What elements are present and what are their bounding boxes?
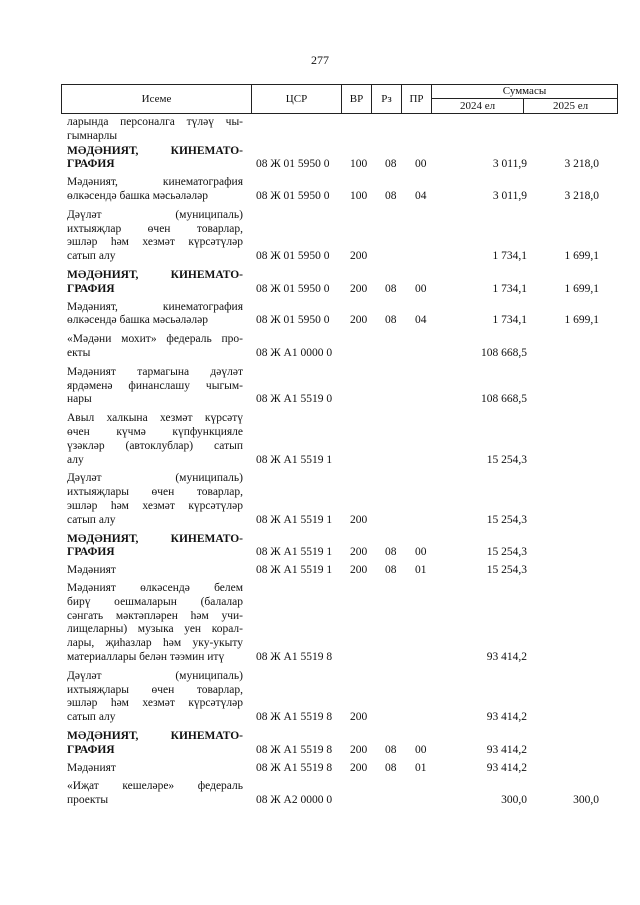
table-row bbox=[0, 762, 640, 776]
table-row bbox=[0, 670, 640, 725]
table-row bbox=[0, 582, 640, 665]
row-name-line: «Иҗат кешеләре» федераль bbox=[67, 780, 243, 793]
row-name-line: Дәүләт (муниципаль) bbox=[67, 208, 243, 221]
row-name-line: ГРАФИЯ bbox=[67, 158, 115, 171]
row-rz: 08 bbox=[385, 743, 397, 756]
row-name bbox=[67, 301, 243, 329]
row-amount-2024: 93 414,2 bbox=[486, 743, 527, 756]
row-pr: 00 bbox=[415, 282, 427, 295]
row-name-line: ГРАФИЯ bbox=[67, 546, 115, 559]
row-name-line: ихтыяҗлары өчен товарлар, bbox=[67, 683, 243, 696]
row-name bbox=[67, 176, 243, 204]
row-amount-2024: 108 668,5 bbox=[481, 393, 527, 406]
row-amount-2024: 93 414,2 bbox=[486, 711, 527, 724]
row-name bbox=[67, 366, 243, 407]
row-name-line: Мәдәният bbox=[67, 761, 116, 774]
row-csr: 08 Ж А1 5519 8 bbox=[256, 743, 333, 756]
row-vr: 200 bbox=[350, 564, 368, 577]
row-csr: 08 Ж 01 5950 0 bbox=[256, 158, 330, 171]
row-csr: 08 Ж А1 5519 8 bbox=[256, 711, 333, 724]
row-pr: 04 bbox=[415, 189, 427, 202]
row-name-line: эшләр һәм хезмәт күрсәтүләр bbox=[67, 697, 243, 710]
row-rz: 08 bbox=[385, 546, 397, 559]
row-name-line: Мәдәният bbox=[67, 564, 116, 577]
row-csr: 08 Ж А1 5519 1 bbox=[256, 453, 333, 466]
row-amount-2025: 1 699,1 bbox=[564, 314, 599, 327]
row-vr: 200 bbox=[350, 761, 368, 774]
table-row bbox=[0, 116, 640, 144]
row-name-line: «Мәдәни мохит» федераль про- bbox=[67, 333, 243, 346]
row-name bbox=[67, 564, 243, 578]
row-pr: 00 bbox=[415, 158, 427, 171]
row-amount-2025: 3 218,0 bbox=[564, 158, 599, 171]
header-pr: ПР bbox=[402, 85, 432, 114]
row-name-line: эшләр һәм хезмәт күрсәтүләр bbox=[67, 236, 243, 249]
row-name-line: сатып алу bbox=[67, 513, 116, 526]
table-row bbox=[0, 333, 640, 361]
row-name-line: МӘДӘНИЯТ, КИНЕМАТО- bbox=[67, 144, 243, 157]
row-name-line: Дәүләт (муниципаль) bbox=[67, 472, 243, 485]
row-name-line: лары, җиһазлар һәм уку-укыту bbox=[67, 637, 243, 650]
row-name-line: эшләр һәм хезмәт күрсәтүләр bbox=[67, 499, 243, 512]
row-amount-2024: 15 254,3 bbox=[486, 546, 527, 559]
row-csr: 08 Ж 01 5950 0 bbox=[256, 189, 330, 202]
row-csr: 08 Ж А1 5519 1 bbox=[256, 513, 333, 526]
row-name-line: ГРАФИЯ bbox=[67, 743, 115, 756]
row-name-line: Дәүләт (муниципаль) bbox=[67, 669, 243, 682]
row-pr: 00 bbox=[415, 743, 427, 756]
row-name-line: Авыл халкына хезмәт күрсәтү bbox=[67, 412, 243, 425]
row-csr: 08 Ж 01 5950 0 bbox=[256, 314, 330, 327]
row-name bbox=[67, 209, 243, 264]
row-csr: 08 Ж А1 5519 0 bbox=[256, 393, 333, 406]
row-pr: 01 bbox=[415, 564, 427, 577]
header-rz: Рз bbox=[372, 85, 402, 114]
row-name bbox=[67, 472, 243, 527]
row-vr: 200 bbox=[350, 711, 368, 724]
table-row bbox=[0, 412, 640, 467]
row-amount-2024: 300,0 bbox=[501, 794, 527, 807]
row-name-line: Мәдәният, кинематография bbox=[67, 300, 243, 313]
row-name-line: Мәдәният, кинематография bbox=[67, 176, 243, 189]
row-pr: 00 bbox=[415, 546, 427, 559]
row-name-line: ларында персоналга түләү чы- bbox=[67, 116, 243, 128]
row-name bbox=[67, 412, 243, 467]
row-amount-2025: 300,0 bbox=[573, 794, 599, 807]
row-name bbox=[67, 670, 243, 725]
row-pr: 01 bbox=[415, 761, 427, 774]
row-amount-2024: 3 011,9 bbox=[492, 158, 527, 171]
row-name-line: МӘДӘНИЯТ, КИНЕМАТО- bbox=[67, 730, 243, 742]
row-name-line: МӘДӘНИЯТ, КИНЕМАТО- bbox=[67, 269, 243, 281]
row-name-line: үзәкләр (автоклублар) сатып bbox=[67, 439, 243, 452]
row-vr: 200 bbox=[350, 513, 368, 526]
row-vr: 100 bbox=[350, 189, 368, 202]
table-row bbox=[0, 176, 640, 204]
row-amount-2024: 93 414,2 bbox=[486, 651, 527, 663]
row-csr: 08 Ж 01 5950 0 bbox=[256, 282, 330, 295]
row-amount-2024: 1 734,1 bbox=[492, 282, 527, 295]
row-name-line: екты bbox=[67, 346, 91, 359]
row-csr: 08 Ж А1 5519 1 bbox=[256, 546, 333, 559]
header-year-2025: 2025 ел bbox=[524, 99, 618, 114]
row-vr: 200 bbox=[350, 743, 368, 756]
row-name-line: өчен күчмә күпфункцияле bbox=[67, 425, 243, 438]
table-row bbox=[0, 730, 640, 758]
table-row bbox=[0, 209, 640, 264]
row-name bbox=[67, 582, 243, 665]
row-vr: 200 bbox=[350, 314, 368, 327]
row-csr: 08 Ж А2 0000 0 bbox=[256, 794, 333, 807]
row-vr: 200 bbox=[350, 546, 368, 559]
row-name-line: материаллары белән тәэмин итү bbox=[67, 650, 225, 663]
table-row bbox=[0, 145, 640, 173]
row-amount-2024: 108 668,5 bbox=[481, 346, 527, 359]
header-csr: ЦСР bbox=[252, 85, 342, 114]
row-vr: 200 bbox=[350, 282, 368, 295]
row-amount-2024: 15 254,3 bbox=[486, 513, 527, 526]
row-rz: 08 bbox=[385, 158, 397, 171]
row-name-line: нары bbox=[67, 393, 92, 406]
row-name bbox=[67, 730, 243, 758]
table-row bbox=[0, 533, 640, 561]
row-name-line: сәнгать мәктәпләрен һәм учи- bbox=[67, 609, 243, 622]
table-row bbox=[0, 366, 640, 407]
row-name-line: ихтыяҗлар өчен товарлар, bbox=[67, 222, 243, 235]
row-amount-2024: 15 254,3 bbox=[486, 453, 527, 466]
header-year-2024: 2024 ел bbox=[432, 99, 524, 114]
row-name-line: өлкәсендә башка мәсьәләләр bbox=[67, 314, 208, 327]
row-name bbox=[67, 116, 243, 144]
header-vr: ВР bbox=[342, 85, 372, 114]
table-row bbox=[0, 269, 640, 297]
row-amount-2024: 3 011,9 bbox=[492, 189, 527, 202]
table-header bbox=[61, 84, 618, 114]
row-amount-2024: 15 254,3 bbox=[486, 564, 527, 577]
row-rz: 08 bbox=[385, 189, 397, 202]
row-amount-2024: 93 414,2 bbox=[486, 761, 527, 774]
row-amount-2025: 1 699,1 bbox=[564, 282, 599, 295]
row-rz: 08 bbox=[385, 282, 397, 295]
header-sums: Суммасы bbox=[432, 85, 618, 99]
row-name bbox=[67, 269, 243, 297]
header-name: Исеме bbox=[62, 85, 252, 114]
row-amount-2024: 1 734,1 bbox=[492, 314, 527, 327]
table-row bbox=[0, 564, 640, 578]
row-name-line: проекты bbox=[67, 794, 109, 807]
row-amount-2025: 1 699,1 bbox=[564, 250, 599, 263]
row-amount-2024: 1 734,1 bbox=[492, 250, 527, 263]
row-amount-2025: 3 218,0 bbox=[564, 189, 599, 202]
row-name-line: Мәдәният тармагына дәүләт bbox=[67, 365, 243, 378]
row-name bbox=[67, 762, 243, 776]
row-name-line: ихтыяҗлары өчен товарлар, bbox=[67, 486, 243, 499]
row-name-line: Мәдәният өлкәсендә белем bbox=[67, 582, 243, 594]
row-name-line: ГРАФИЯ bbox=[67, 282, 115, 295]
row-name-line: сатып алу bbox=[67, 250, 116, 263]
row-name-line: өлкәсендә башка мәсьәләләр bbox=[67, 189, 208, 202]
row-name-line: лищеларны) музыка уен корал- bbox=[67, 623, 243, 636]
row-name-line: ярдәменә финанслашу чыгым- bbox=[67, 379, 243, 392]
row-name bbox=[67, 145, 243, 173]
row-rz: 08 bbox=[385, 564, 397, 577]
row-name-line: сатып алу bbox=[67, 711, 116, 724]
row-csr: 08 Ж А1 5519 8 bbox=[256, 651, 333, 663]
table-row bbox=[0, 472, 640, 527]
row-rz: 08 bbox=[385, 761, 397, 774]
row-csr: 08 Ж А1 5519 1 bbox=[256, 564, 333, 577]
row-vr: 200 bbox=[350, 250, 368, 263]
row-name-line: бирү оешмаларын (балалар bbox=[67, 595, 243, 608]
table-row bbox=[0, 301, 640, 329]
page-number: 277 bbox=[311, 53, 329, 67]
row-rz: 08 bbox=[385, 314, 397, 327]
row-vr: 100 bbox=[350, 158, 368, 171]
row-name bbox=[67, 333, 243, 361]
row-csr: 08 Ж А1 5519 8 bbox=[256, 761, 333, 774]
row-name-line: МӘДӘНИЯТ, КИНЕМАТО- bbox=[67, 532, 243, 545]
row-csr: 08 Ж А1 0000 0 bbox=[256, 346, 333, 359]
row-name bbox=[67, 533, 243, 561]
table-row bbox=[0, 780, 640, 808]
row-csr: 08 Ж 01 5950 0 bbox=[256, 250, 330, 263]
row-name bbox=[67, 780, 243, 808]
row-name-line: алу bbox=[67, 453, 84, 466]
row-name-line: гымнарлы bbox=[67, 129, 118, 142]
row-pr: 04 bbox=[415, 314, 427, 327]
